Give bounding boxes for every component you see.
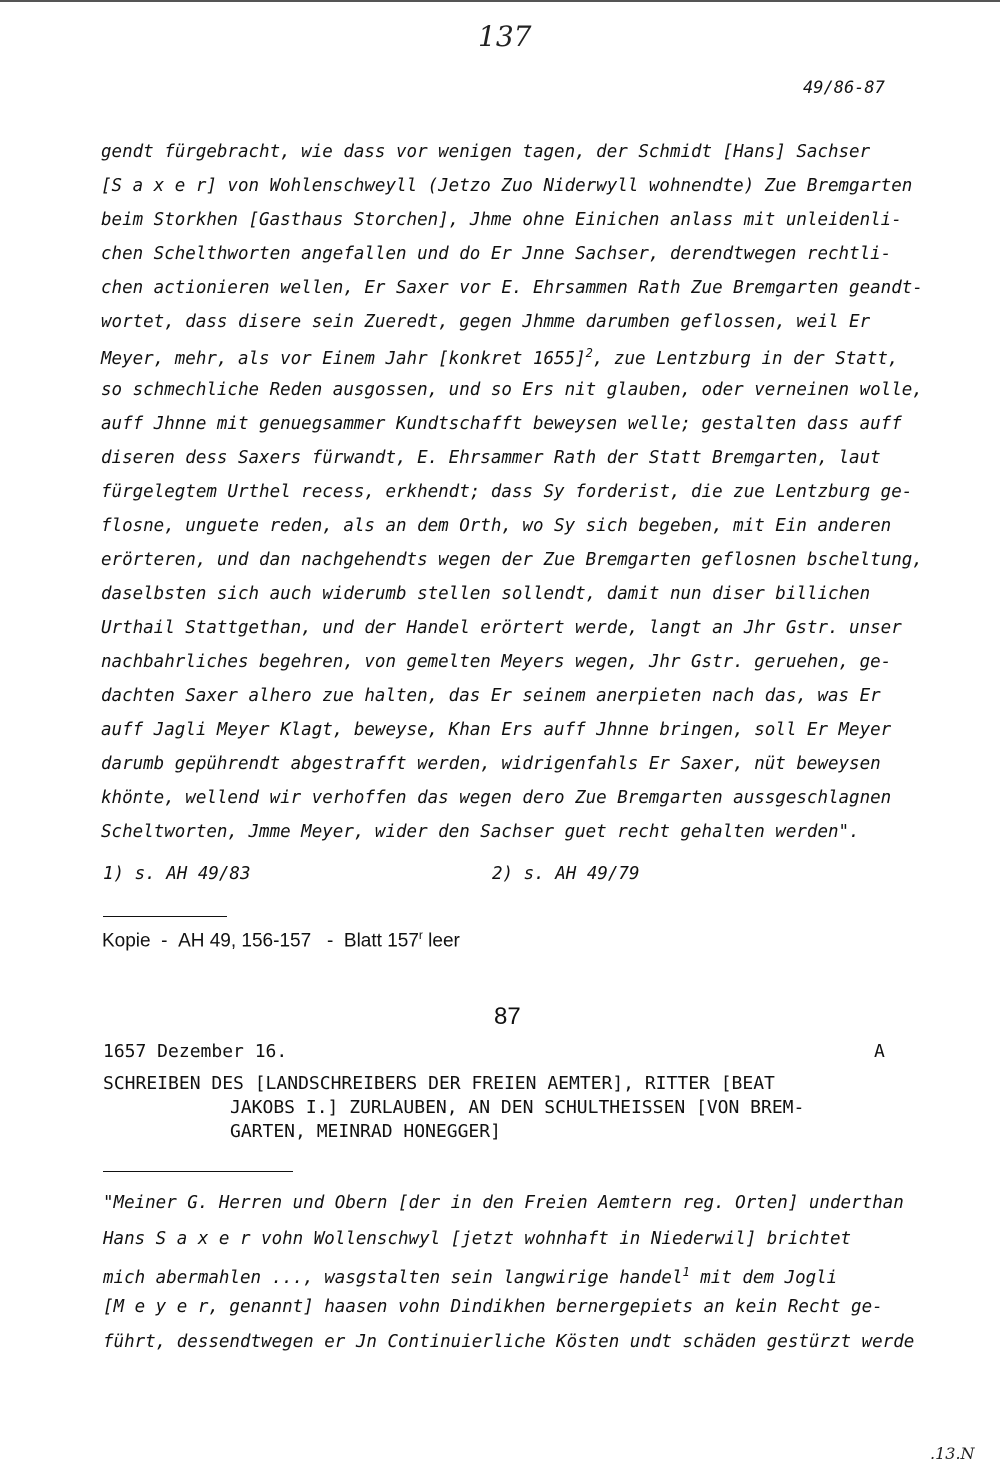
body-line: chen Schelthworten angefallen und do Er Jnne Sachser, derendtwegen rechtli- bbox=[101, 244, 892, 264]
entry-date: 1657 Dezember 16. bbox=[103, 1041, 288, 1062]
body-line: dachten Saxer alhero zue halten, das Er seinem anerpieten nach das, was Er bbox=[101, 686, 881, 706]
body-line: auff Jagli Meyer Klagt, beweyse, Khan Ers auff Jhnne bringen, soll Er Meyer bbox=[101, 720, 892, 740]
body-line: nachbahrliches begehren, von gemelten Meyers wegen, Jhr Gstr. geruehen, ge- bbox=[101, 652, 892, 672]
body-line: fürgelegtem Urthel recess, erkhendt; dass Sy forderist, die zue Lentzburg ge- bbox=[101, 482, 913, 502]
entry-number: 87 bbox=[494, 1003, 521, 1030]
letter-line-text: mit dem Jogli bbox=[689, 1267, 838, 1288]
body-line: darumb gepührendt abgestrafft werden, widrigenfahls Er Saxer, nüt beweysen bbox=[101, 754, 881, 774]
body-line: diseren dess Saxers fürwandt, E. Ehrsammer Rath der Statt Bremgarten, laut bbox=[101, 448, 881, 468]
body-line: khönte, wellend wir verhoffen das wegen dero Zue Bremgarten aussgeschlagnen bbox=[101, 788, 892, 808]
blatt-label: Blatt 157 bbox=[343, 930, 419, 952]
letter-line bbox=[103, 1265, 837, 1288]
page-top-edge bbox=[0, 0, 1000, 2]
footnote-ref: 1 bbox=[682, 1265, 690, 1279]
body-line: erörteren, und dan nachgehendts wegen der Zue Bremgarten geflosnen bscheltung, bbox=[101, 550, 923, 570]
body-line-text: , zue Lentzburg in der Statt, bbox=[592, 348, 899, 369]
kopie-label: Kopie bbox=[102, 930, 151, 952]
body-line: [S a x e r] von Wohlenschweyll (Jetzo Zuo Niderwyll wohnendte) Zue Bremgarten bbox=[101, 176, 913, 196]
leer-label: leer bbox=[428, 930, 460, 952]
body-line: Scheltworten, Jmme Meyer, wider den Sachser guet recht gehalten werden". bbox=[101, 822, 860, 842]
dash: - bbox=[327, 930, 334, 952]
heading-line: GARTEN, MEINRAD HONEGGER] bbox=[230, 1121, 501, 1142]
body-line-text: Meyer, mehr, als vor Einem Jahr [konkret 1655] bbox=[101, 348, 586, 369]
footnote-2: 2) s. AH 49/79 bbox=[492, 864, 640, 884]
letter-line: Hans S a x e r vohn Wollenschwyl [jetzt wohnhaft in Niederwil] brichtet bbox=[103, 1229, 852, 1249]
body-line bbox=[101, 346, 898, 369]
body-line: auff Jhnne mit genuegsammer Kundtschafft beweysen welle; gestalten dass auff bbox=[101, 414, 902, 434]
footnote-1: 1) s. AH 49/83 bbox=[103, 864, 251, 884]
body-line: wortet, dass disere sein Zueredt, gegen Jhmme darumben geflossen, weil Er bbox=[101, 312, 871, 332]
entry-marker: A bbox=[874, 1041, 885, 1062]
separator-rule bbox=[103, 1171, 293, 1172]
body-line: daselbsten sich auch widerumb stellen sollendt, damit nun diser billichen bbox=[101, 584, 871, 604]
letter-line-text: mich abermahlen ..., wasgstalten sein langwirige handel bbox=[103, 1267, 683, 1288]
body-line: Urthail Stattgethan, und der Handel erörtert werde, langt an Jhr Gstr. unser bbox=[101, 618, 902, 638]
heading-line: JAKOBS I.] ZURLAUBEN, AN DEN SCHULTHEISSEN [VON BREM- bbox=[230, 1097, 805, 1118]
letter-line: führt, dessendtwegen er Jn Continuierliche Kösten undt schäden gestürzt werde bbox=[103, 1332, 915, 1352]
copy-source-line bbox=[102, 928, 460, 952]
dash: - bbox=[161, 930, 168, 952]
body-line: so schmechliche Reden ausgossen, und so Ers nit glauben, oder verneinen wolle, bbox=[101, 380, 923, 400]
archive-reference: 49/86-87 bbox=[803, 78, 885, 98]
body-line: flosne, unguete reden, als an dem Orth, wo Sy sich begeben, mit Ein anderen bbox=[101, 516, 892, 536]
letter-line: [M e y e r, genannt] haasen vohn Dindikhen bernergepiets an kein Recht ge- bbox=[103, 1297, 883, 1317]
heading-line: SCHREIBEN DES [LANDSCHREIBERS DER FREIEN AEMTER], RITTER [BEAT bbox=[103, 1073, 775, 1094]
handwritten-folio-number: 137 bbox=[478, 20, 532, 53]
separator-rule bbox=[103, 916, 227, 917]
copy-source: AH 49, 156-157 bbox=[178, 930, 312, 952]
letter-line: "Meiner G. Herren und Obern [der in den Freien Aemtern reg. Orten] underthan bbox=[103, 1193, 904, 1213]
body-line: beim Storkhen [Gasthaus Storchen], Jhme ohne Einichen anlass mit unleidenli- bbox=[101, 210, 902, 230]
corner-handwritten-mark: .13.N bbox=[930, 1444, 975, 1463]
body-line: gendt fürgebracht, wie dass vor wenigen tagen, der Schmidt [Hans] Sachser bbox=[101, 142, 871, 162]
body-line: chen actionieren wellen, Er Saxer vor E. Ehrsammen Rath Zue Bremgarten geandt- bbox=[101, 278, 923, 298]
footnote-ref: 2 bbox=[585, 346, 593, 360]
recto-superscript: r bbox=[418, 928, 423, 942]
